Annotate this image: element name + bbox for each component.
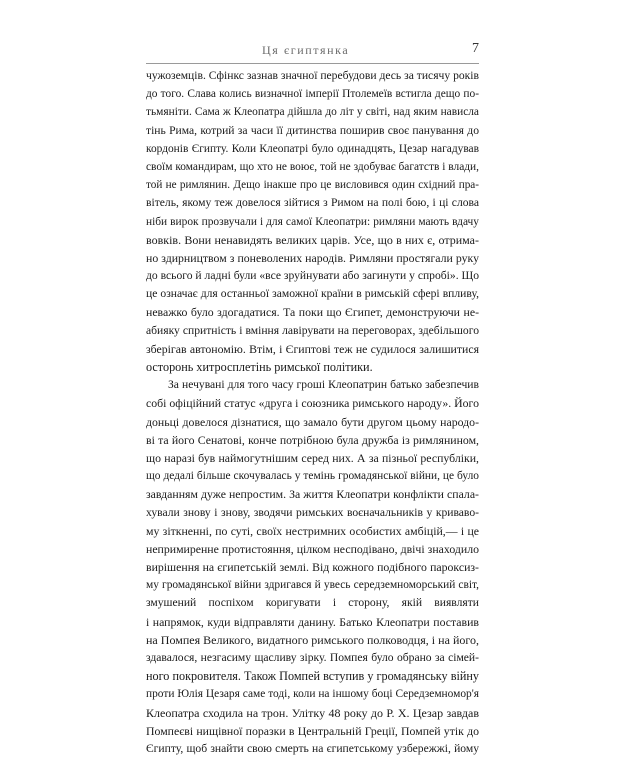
text-line: собі офіційний статус «друга і союзника римського народу». Його [146,396,479,411]
text-line: ного покровителя. Також Помпей вступив у громадянську війну [146,669,479,684]
text-line: му зіткненні, по суті, своїх нестримних особистих амбіцій,— і це [146,523,479,538]
page-number: 7 [472,41,479,56]
header-divider [146,63,479,64]
paragraph [146,376,479,758]
text-line: що дедалі більше скочувалась у темінь громадянської війни, це було [146,470,479,483]
text-line: це означає для останньої заможної країни в римській сфері впливу, [146,287,479,301]
text-line: завданням дуже непростим. За життя Клеопатри конфлікти спала- [146,487,479,502]
text-line: проти Юлія Цезаря саме тоді, коли на іншому боці Середземномор'я [146,688,479,701]
text-line: до всього й ладні були «все зруйнувати або загинути у спробі». Що [146,269,479,283]
text-line: вирішення на єгипетській землі. Від кожного подібного пароксиз- [146,560,479,575]
text-line: ві та його Сенатові, конче потрібною була дружба із римлянином, [146,432,479,447]
text-line: той не римлянин. Дещо інакше про це висловився один східний пра- [146,179,479,192]
text-line: абияку спритність і вміння лавірувати на переговорах, здебільшого [146,323,479,337]
text-line: непримиренне протистояння, цілком несподівано, двічі знаходило [146,541,479,556]
text-line: ніби вирок прозвучали і для самої Клеопатри: римляни мають вдачу [146,215,479,228]
text-line: За нечувані для того часу гроші Клеопатрин батько забезпечив [168,378,479,392]
text-line: що наразі був наймогутнішим серед них. А за пізньої республіки, [146,450,479,465]
text-line: зберігав автономію. Втім, і Єгиптові теж не судилося залишитися [146,341,479,356]
text-line: неважко було здогадатися. Та поки що Єгипет, демонструючи не- [146,305,479,320]
text-line: змушений поспіхом коригувати і сторону, якій виявляти [146,596,479,610]
text-line: здавалося, незгасиму щасливу зірку. Помпея було обрано за сімей- [146,651,479,664]
text-line: чужоземців. Сфінкс зазнав значної перебудови десь за тисячу років [146,69,479,82]
text-line: доньці довелося дізнатися, що замало бути другом цьому народо- [146,414,479,429]
text-line: і напрямок, куди відправляти данину. Батько Клеопатри поставив [146,614,479,629]
text-line: хували знову і знову, зводячи римських воєначальників у криваво- [146,505,479,519]
text-line: тінь Рима, котрий за часи її дитинства поширив своє панування до [146,123,479,137]
running-head [146,43,479,63]
text-line: вітель, якому теж довелося зійтися з Римом на полі бою, і ці слова [146,196,479,210]
text-line: до того. Слава колись визначної імперії Птолемеїв встигла дещо по- [146,88,479,101]
text-line: осторонь хитросплетінь римської політики. [146,360,373,374]
paragraph [146,67,479,376]
text-line: своїм командирам, що хто не воює, той не здобуває багатств і влади, [146,160,479,173]
text-line: тьмяніти. Сама ж Клеопатра дійшла до літ у світі, над яким нависла [146,106,479,119]
text-line: но здирництвом з поневолених народів. Римляни простягали руку [146,250,479,265]
text-line: вовків. Вони ненавидять великих царів. Усе, що в них є, отрима- [146,232,479,247]
text-line: кордонів Єгипту. Коли Клеопатрі було одинадцять, Цезар нагадував [146,142,479,155]
text-line: Помпеєві нищівної поразки в Центральній Греції, Помпей утік до [146,723,479,738]
text-line: Клеопатра сходила на трон. Улітку 48 року до Р. Х. Цезар завдав [146,705,479,720]
text-line: на Помпея Великого, видатного римського полководця, і на його, [146,632,479,647]
body-text [146,67,479,758]
text-line: Єгипту, щоб знайти свою смерть на єгипетському узбережжі, йому [146,741,479,755]
running-head-title: Ця єгиптянка [262,43,350,57]
text-line: му громадянської війни здригався й увесь середземноморський світ, [146,579,479,592]
